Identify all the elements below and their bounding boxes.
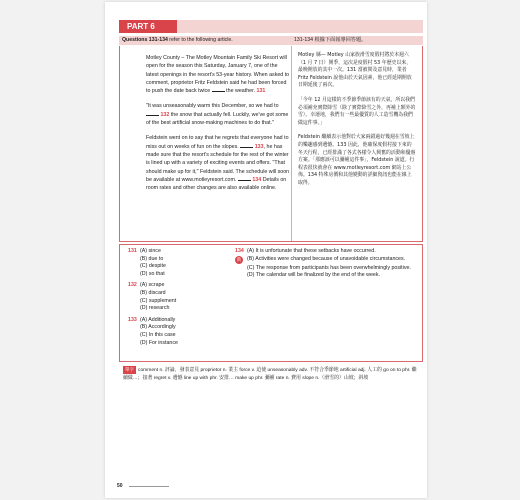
vocab-tag: 單字 (125, 367, 134, 372)
paragraph-1: Motley County – The Motley Mountain Family Ski Resort will open for the season this Saturday, January 7, one of the latest openings in the resort's 53-year history. When asked to comment, proprietor Fritz Feldstein said he had been forced to push the date back twice the weather. 131 (146, 55, 290, 95)
question-number-132: 132 (160, 111, 170, 118)
option[interactable]: (D) research (140, 305, 170, 312)
option[interactable]: (A) since (140, 248, 161, 254)
option[interactable]: (C) The response from participants has been overwhelmingly positive. (247, 264, 411, 271)
question-number-134: 134 (252, 176, 262, 183)
part-header-bar (119, 20, 423, 33)
passage-box (119, 46, 423, 242)
option[interactable]: (B) Accordingly (140, 324, 176, 331)
option[interactable]: (C) In this case (140, 331, 176, 338)
new-badge-icon: 新 (236, 256, 242, 262)
option[interactable]: (C) despite (140, 263, 166, 270)
vocab-text: comment n. 評論，發表意見 proprietor n. 業主 force v. 迫使 unseasonably adv. 不符合季節地 artificial adj. 人工的 go on to phr. 繼續做…；接著 regret v. 遺憾 line up with phr. 安排… make up phr. 彌補 rate n. 費用 slope n.（滑雪的）山坡；斜坡 (123, 368, 417, 381)
book-page (105, 2, 427, 498)
page-number: 50 (117, 483, 123, 489)
questions-header-zh: 131-134 根據下面報導回答題。 (294, 37, 367, 43)
option[interactable]: (B) Activities were changed because of unavoidable circumstances. (247, 255, 406, 262)
blank-131 (212, 91, 225, 92)
zh-paragraph-3: Feldstein 繼續表示他對於大家兩錯過好幾週在雪坡上的樂趣感到遺憾。133 因此，他確保度假村接下來的冬天行程，已經排滿了各式各樣令人興奮的活動和優惠方案。「那應該可以彌補這件事」，Feldstein 說道。行程表很快就會在 www.motleyresort.com 網站上公佈。134 特殊房價和其他變動的詳細資訊也能在線上取得。 (298, 134, 416, 186)
option[interactable]: (C) supplement (140, 297, 177, 304)
option[interactable]: (B) discard (140, 289, 166, 296)
question-131-options: 131 (A) since (B) due to (C) despite (D) so that (128, 248, 166, 277)
options-left-column (128, 248, 248, 351)
answer-options (119, 244, 423, 362)
zh-paragraph-1: Motley 縣— Motley 山家族滑雪度假村將於本週六（1 月 7 日）開季，這次是度假村 53 年歷史以來，最晚開放的其中一次。131 當被問及意見時，業者 Fritz Feldstein 說他由於天氣因素，他已經延期開放日期延後了兩次。 (298, 52, 412, 89)
option[interactable]: (B) due to (140, 255, 164, 262)
vocabulary-section (123, 366, 421, 382)
option[interactable]: (A) scrape (140, 282, 165, 289)
passage-chinese (298, 52, 416, 195)
blank-134 (238, 180, 251, 181)
option[interactable]: (A) It is unfortunate that these setbacks have occurred. (247, 248, 376, 254)
passage-english (146, 54, 291, 199)
zh-paragraph-2: 「今年 12 月這樣的不季節季節該有的天氣，所以我們必須補充實際降雪（除了實際降雪之外，再補上額外的雪）。幸運地，我們有一些最優質的人工造雪機為我們做這件事。」 (298, 96, 416, 126)
question-number-133: 133 (254, 143, 264, 150)
option[interactable]: (D) so that (140, 270, 165, 277)
column-divider (291, 46, 292, 241)
paragraph-2: "It was unseasonably warm this December, so we had to 132 the snow that actually fell. Luckily, we've got some of the best artificial snow-making machines to do that." (146, 103, 289, 127)
question-134-options: 134 (A) It is unfortunate that these setbacks have occurred. 新 (B) Activities were changed because of unavoidable circumstances. (C) The response from participants has been overwhelmingly positive. (D) The calendar will be finalized by the end of the week. (235, 248, 411, 279)
paragraph-3: Feldstein went on to say that he regrets that everyone had to miss out on weeks of fun on the slopes. 133, he has made sure that the resort's schedule for the rest of the winter is lined up with a variety of exciting events and offers. "That should make up for it," Feldstein said. The schedule will soon be available at www.motleyresort.com. 134 Details on room rates and other changes are also available online. (146, 135, 290, 192)
question-132-options: 132 (A) scrape (B) discard (C) supplement (D) research (128, 282, 177, 312)
question-133-options: 133 (A) Additionally (B) Accordingly (C) In this case (D) For instance (128, 316, 178, 346)
option[interactable]: (D) For instance (140, 339, 178, 346)
option[interactable]: (D) The calendar will be finalized by the end of the week. (247, 272, 380, 279)
questions-header-en: Questions 131-134 refer to the following article. (122, 37, 233, 43)
blank-132 (146, 115, 159, 116)
blank-133 (240, 147, 253, 148)
option[interactable]: (A) Additionally (140, 316, 176, 323)
questions-header (119, 36, 423, 45)
part-label: PART 6 (119, 20, 177, 33)
footer-line (129, 486, 169, 487)
question-number-131: 131 (256, 88, 266, 95)
